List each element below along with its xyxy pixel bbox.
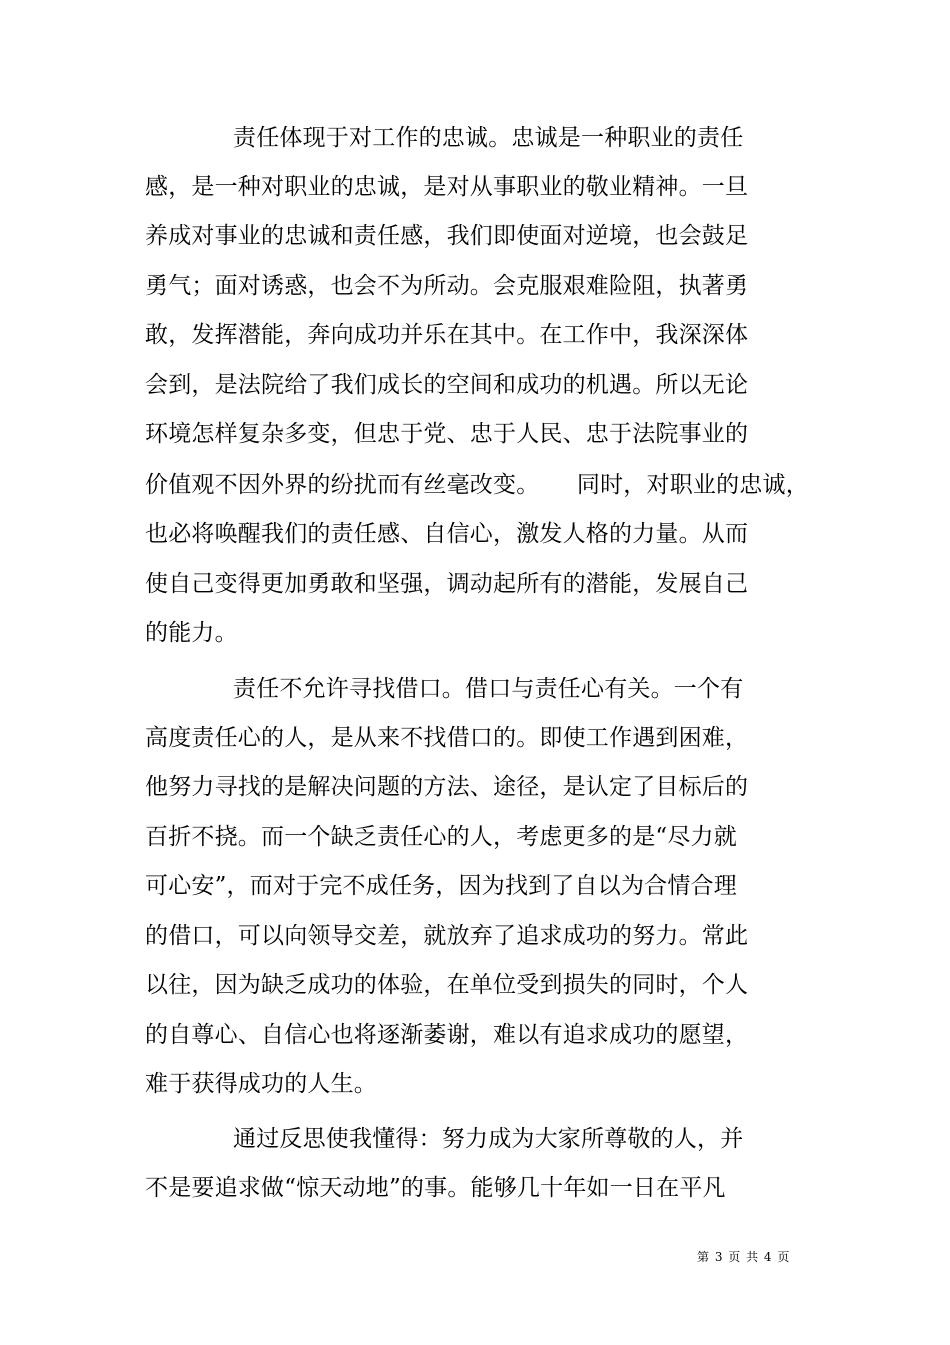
paragraph-1-line-9: 也必将唤醒我们的责任感、自信心，激发人格的力量。从而 <box>145 521 749 547</box>
paragraph-1-line-6: 会到，是法院给了我们成长的空间和成功的机遇。所以无论 <box>145 372 749 398</box>
paragraph-1-line-2: 感，是一种对职业的忠诚，是对从事职业的敬业精神。一旦 <box>145 174 749 200</box>
paragraph-1-line-4: 勇气；面对诱惑，也会不为所动。会克服艰难险阻，执著勇 <box>145 273 749 299</box>
paragraph-1-line-8: 价值观不因外界的纷扰而有丝毫改变。 同时，对职业的忠诚， <box>145 472 809 498</box>
paragraph-2-line-7: 以往，因为缺乏成功的体验，在单位受到损失的同时，个人 <box>145 972 749 998</box>
paragraph-2-line-9: 难于获得成功的人生。 <box>145 1071 377 1097</box>
paragraph-1-line-7: 环境怎样复杂多变，但忠于党、忠于人民、忠于法院事业的 <box>145 421 749 447</box>
paragraph-1-line-5: 敢，发挥潜能，奔向成功并乐在其中。在工作中，我深深体 <box>145 322 749 348</box>
page-number-footer: 第 3 页 共 4 页 <box>697 1250 791 1264</box>
paragraph-2-line-1: 责任不允许寻找借口。借口与责任心有关。一个有 <box>233 676 744 702</box>
paragraph-2-line-8: 的自尊心、自信心也将逐渐萎谢，难以有追求成功的愿望， <box>145 1022 749 1048</box>
paragraph-1-line-1: 责任体现于对工作的忠诚。忠诚是一种职业的责任 <box>233 125 744 151</box>
paragraph-2-line-5: 可心安”，而对于完不成任务，因为找到了自以为合情合理 <box>145 873 737 899</box>
paragraph-1-line-3: 养成对事业的忠诚和责任感，我们即使面对逆境，也会鼓足 <box>145 223 749 249</box>
paragraph-1-line-11: 的能力。 <box>145 620 238 646</box>
paragraph-3-line-2: 不是要追求做“惊天动地”的事。能够几十年如一日在平凡 <box>145 1175 726 1201</box>
paragraph-3-line-1: 通过反思使我懂得：努力成为大家所尊敬的人，并 <box>233 1126 744 1152</box>
paragraph-2-line-6: 的借口，可以向领导交差，就放弃了追求成功的努力。常此 <box>145 923 749 949</box>
paragraph-2-line-2: 高度责任心的人，是从来不找借口的。即使工作遇到困难， <box>145 725 749 751</box>
paragraph-2-line-3: 他努力寻找的是解决问题的方法、途径，是认定了目标后的 <box>145 774 749 800</box>
paragraph-1-line-10: 使自己变得更加勇敢和坚强，调动起所有的潜能，发展自己 <box>145 571 749 597</box>
paragraph-2-line-4: 百折不挠。而一个缺乏责任心的人，考虑更多的是“尽力就 <box>145 824 737 850</box>
